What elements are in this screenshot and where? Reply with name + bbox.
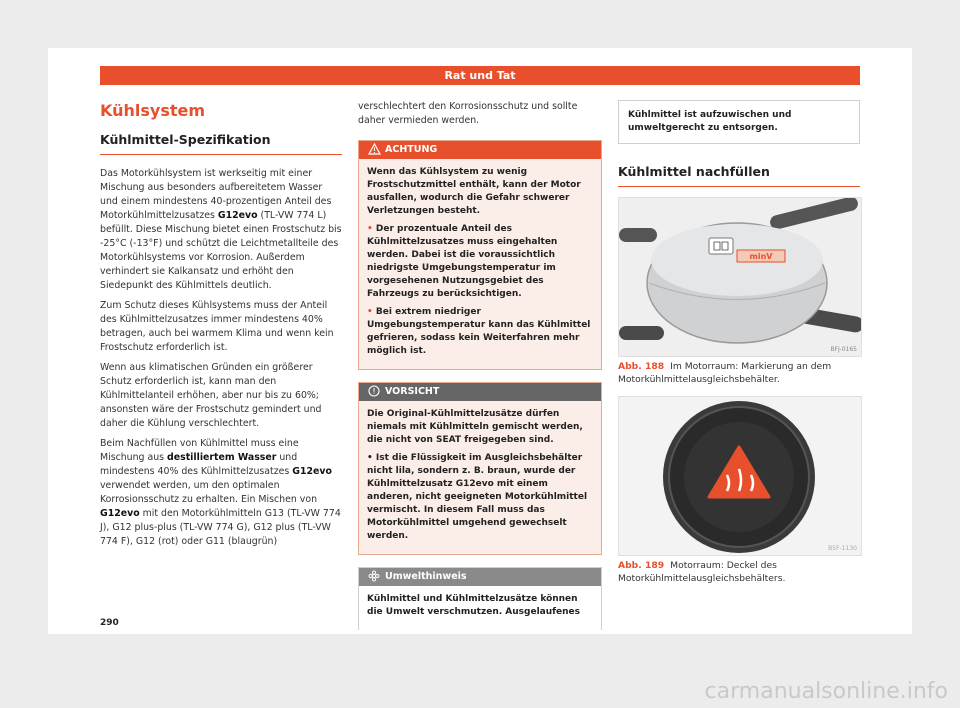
warning-header	[359, 141, 601, 159]
reservoir-cap-illustration	[619, 397, 861, 555]
section-title-refill: Kühlmittel nachfüllen	[618, 164, 860, 187]
warning-bullet-2: • Bei extrem niedriger Umgebungstemperatur kann das Kühlmittel gefrieren, sodass kein Weiterfahren mehr möglich ist.	[367, 307, 591, 356]
environment-header	[359, 568, 601, 586]
caution-box	[358, 382, 602, 555]
environment-continued-body: Kühlmittel ist aufzuwischen und umweltgerecht zu entsorgen.	[628, 110, 792, 133]
bullet-icon: •	[367, 224, 373, 234]
paragraph-continued: verschlechtert den Korrosionsschutz und sollte daher vermieden werden.	[358, 101, 578, 126]
column-middle	[358, 100, 602, 642]
minv-marking-label: minV	[749, 252, 773, 261]
warning-triangle-icon	[367, 143, 381, 157]
caution-body	[359, 401, 601, 554]
caution-header	[359, 383, 601, 401]
figure-reservoir	[618, 197, 862, 357]
environment-box	[358, 567, 602, 630]
section-title-spec: Kühlmittel-Spezifikation	[100, 132, 342, 155]
figure-code: BFJ-0165	[830, 346, 857, 353]
warning-body	[359, 159, 601, 369]
paragraph-refill: Beim Nachfüllen von Kühlmittel muss eine Mischung aus destilliertem Wasser und mindestens 40% des Kühlmittelzusatzes G12evo verwendet werden, um den optimalen Korrosionsschutz zu erhalten. Ein Mischen von G12evo mit den Motorkühlmitteln G13 (TL-VW 774 J), G12 plus-plus (TL-VW 774 G), G12 plus (TL-VW 774 F), G12 (rot) oder G11 (blaugrün)	[100, 438, 341, 547]
paragraph-protection: Zum Schutz dieses Kühlsystems muss der Anteil des Kühlmittelzusatzes immer mindestens 40% betragen, auch bei warmem Klima und wenn kein Frostschutz erforderlich ist.	[100, 300, 334, 353]
caution-intro: Die Original-Kühlmittelzusätze dürfen niemals mit Kühlmitteln gemischt werden, die nicht von SEAT freigegeben sind.	[367, 409, 583, 445]
warning-box	[358, 140, 602, 370]
environment-title: Umwelthinweis	[385, 571, 467, 582]
figure-caption-189: Abb. 189 Motorraum: Deckel des Motorkühlmittelausgleichsbehälters.	[618, 560, 786, 584]
running-header: Rat und Tat	[100, 66, 860, 85]
bullet-icon: •	[367, 307, 373, 317]
column-left	[100, 100, 342, 555]
caution-bullet-1: • Ist die Flüssigkeit im Ausgleichsbehälter nicht lila, sondern z. B. braun, wurde der Kühlmittelzusatz G12evo mit einem anderen, nicht geeigneten Motorkühlmittel vermischt. In diesem Fall muss das Motorkühlmittel umgehend gewechselt werden.	[367, 453, 588, 541]
chapter-title: Kühlsystem	[100, 101, 206, 120]
page-number: 290	[100, 618, 119, 628]
caution-title: VORSICHT	[385, 386, 440, 397]
paragraph-intro: Das Motorkühlsystem ist werkseitig mit einer Mischung aus besonders aufbereitetem Wasser und einem mindestens 40-prozentigen Anteil des Motorkühlmittelzusatzes G12evo (TL-VW 774 L) befüllt. Diese Mischung bietet einen Frostschutz bis -25°C (-13°F) und schützt die Leichtmetallteile des Motorkühlsystems vor Korrosion. Außerdem verhindert sie Kalkansatz und erhöht den Siedepunkt des Kühlmittels deutlich.	[100, 168, 342, 291]
warning-bullet-1: • Der prozentuale Anteil des Kühlmittelzusatzes muss eingehalten werden. Dabei ist die voraussichtlich niedrigste Umgebungstemperatur im vorgesehenen Nutzungsgebiet des Fahrzeugs zu berücksichtigen.	[367, 224, 558, 299]
info-circle-icon	[367, 385, 381, 399]
coolant-reservoir-illustration	[619, 198, 861, 356]
environment-text: Kühlmittel und Kühlmittelzusätze können die Umwelt verschmutzen. Ausgelaufenes	[367, 594, 581, 617]
warning-title: ACHTUNG	[385, 144, 438, 155]
environment-flower-icon	[367, 570, 381, 584]
warning-intro: Wenn das Kühlsystem zu wenig Frostschutzmittel enthält, kann der Motor ausfallen, wodurch die Gefahr schwerer Verletzungen besteht.	[367, 167, 581, 216]
column-right	[618, 100, 860, 595]
bullet-icon: •	[367, 453, 373, 463]
figure-cap	[618, 396, 862, 556]
environment-box-continued	[618, 100, 860, 144]
figure-code: B5F-1130	[828, 545, 857, 552]
paragraph-climate: Wenn aus klimatischen Gründen ein größerer Schutz erforderlich ist, kann man den Kühlmittelanteil erhöhen, aber nur bis zu 60%; ansonsten wäre der Frostschutz gemindert und daher die Kühlung verschlechtert.	[100, 362, 322, 429]
watermark: carmanualsonline.info	[704, 679, 948, 704]
figure-caption-188: Abb. 188 Im Motorraum: Markierung an dem Motorkühlmittelausgleichsbehälter.	[618, 361, 832, 385]
environment-body	[359, 586, 601, 630]
